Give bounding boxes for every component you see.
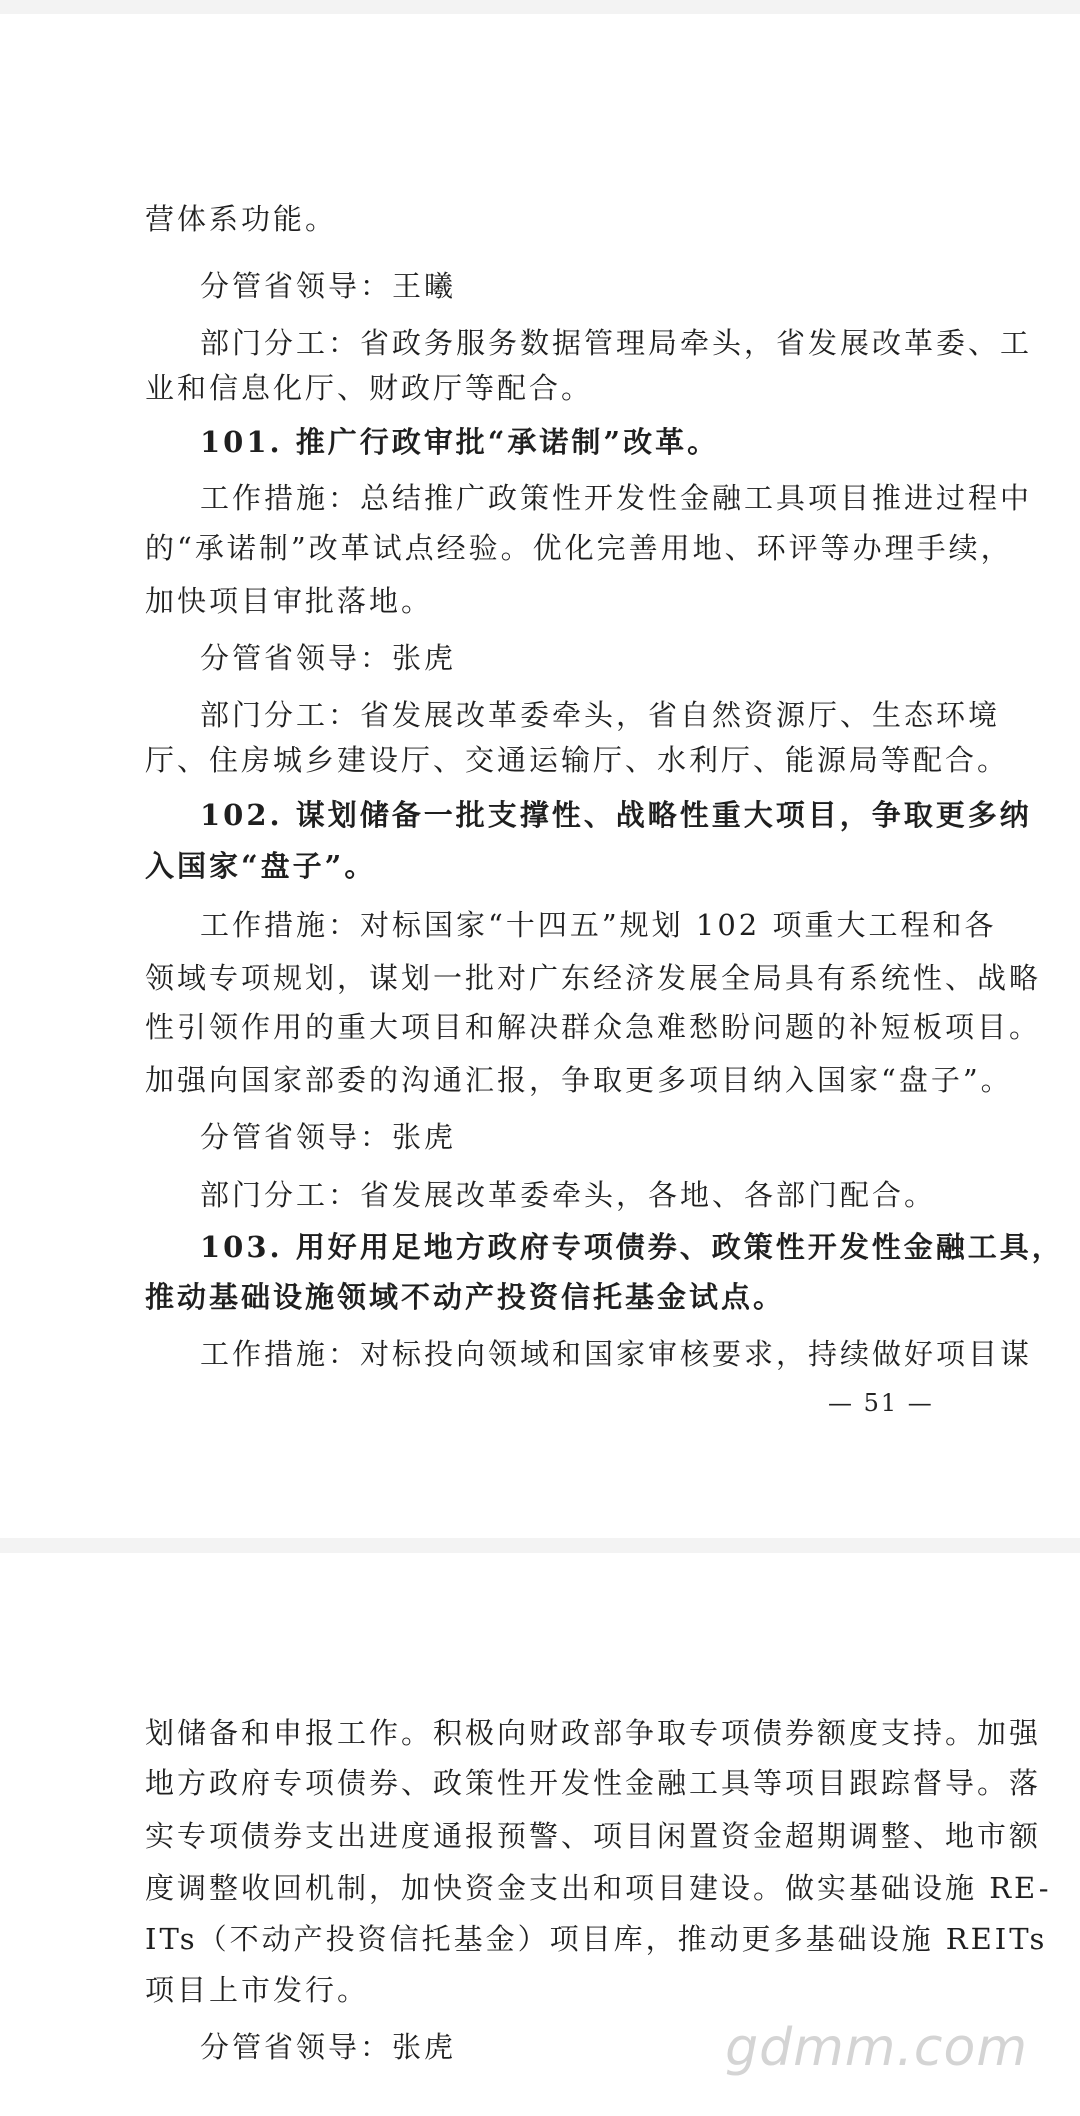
- page-number: — 51 —: [828, 1389, 934, 1417]
- text-line: ITs（不动产投资信托基金）项目库，推动更多基础设施 REITs: [145, 1922, 1048, 1956]
- item-heading-102-cont: 入国家“盘子”。: [145, 849, 377, 883]
- text-line: 加快项目审批落地。: [145, 584, 434, 618]
- text-line: 营体系功能。: [145, 202, 338, 236]
- leader-line: 分管省领导：张虎: [200, 2030, 457, 2064]
- text-line: 实专项债券支出进度通报预警、项目闲置资金超期调整、地市额: [145, 1819, 1042, 1853]
- leader-line: 分管省领导：张虎: [200, 641, 457, 675]
- leader-line: 分管省领导：王曦: [200, 269, 457, 303]
- measures-line: 工作措施：对标投向领域和国家审核要求，持续做好项目谋: [200, 1337, 1033, 1371]
- text-line: 业和信息化厅、财政厅等配合。: [145, 371, 594, 405]
- item-heading-101: 101. 推广行政审批“承诺制”改革。: [200, 425, 720, 459]
- text-line: 性引领作用的重大项目和解决群众急难愁盼问题的补短板项目。: [145, 1010, 1042, 1044]
- item-heading-103-cont: 推动基础设施领域不动产投资信托基金试点。: [145, 1280, 786, 1314]
- division-line: 部门分工：省政务服务数据管理局牵头，省发展改革委、工: [200, 326, 1033, 360]
- text-line: 度调整收回机制，加快资金支出和项目建设。做实基础设施 RE-: [145, 1871, 1052, 1905]
- text-line: 划储备和申报工作。积极向财政部争取专项债券额度支持。加强: [145, 1716, 1042, 1750]
- leader-line: 分管省领导：张虎: [200, 1120, 457, 1154]
- text-line: 项目上市发行。: [145, 1973, 370, 2007]
- measures-line: 工作措施：总结推广政策性开发性金融工具项目推进过程中: [200, 481, 1033, 515]
- watermark-logo: gdmm.com: [725, 2018, 1028, 2078]
- text-line: 加强向国家部委的沟通汇报，争取更多项目纳入国家“盘子”。: [145, 1063, 1013, 1097]
- text-line: 领域专项规划，谋划一批对广东经济发展全局具有系统性、战略: [145, 961, 1042, 995]
- division-line: 部门分工：省发展改革委牵头，各地、各部门配合。: [200, 1178, 937, 1212]
- measures-line: 工作措施：对标国家“十四五”规划 102 项重大工程和各: [200, 908, 997, 942]
- division-line: 部门分工：省发展改革委牵头，省自然资源厅、生态环境: [200, 698, 1001, 732]
- item-heading-102: 102. 谋划储备一批支撑性、战略性重大项目，争取更多纳: [200, 798, 1032, 832]
- document-page-52: [0, 1553, 1080, 2116]
- text-line: 厅、住房城乡建设厅、交通运输厅、水利厅、能源局等配合。: [145, 743, 1010, 777]
- text-line: 的“承诺制”改革试点经验。优化完善用地、环评等办理手续，: [145, 531, 1013, 565]
- document-page-51: [0, 14, 1080, 1538]
- item-heading-103: 103. 用好用足地方政府专项债券、政策性开发性金融工具，: [200, 1230, 1064, 1264]
- text-line: 地方政府专项债券、政策性开发性金融工具等项目跟踪督导。落: [145, 1766, 1042, 1800]
